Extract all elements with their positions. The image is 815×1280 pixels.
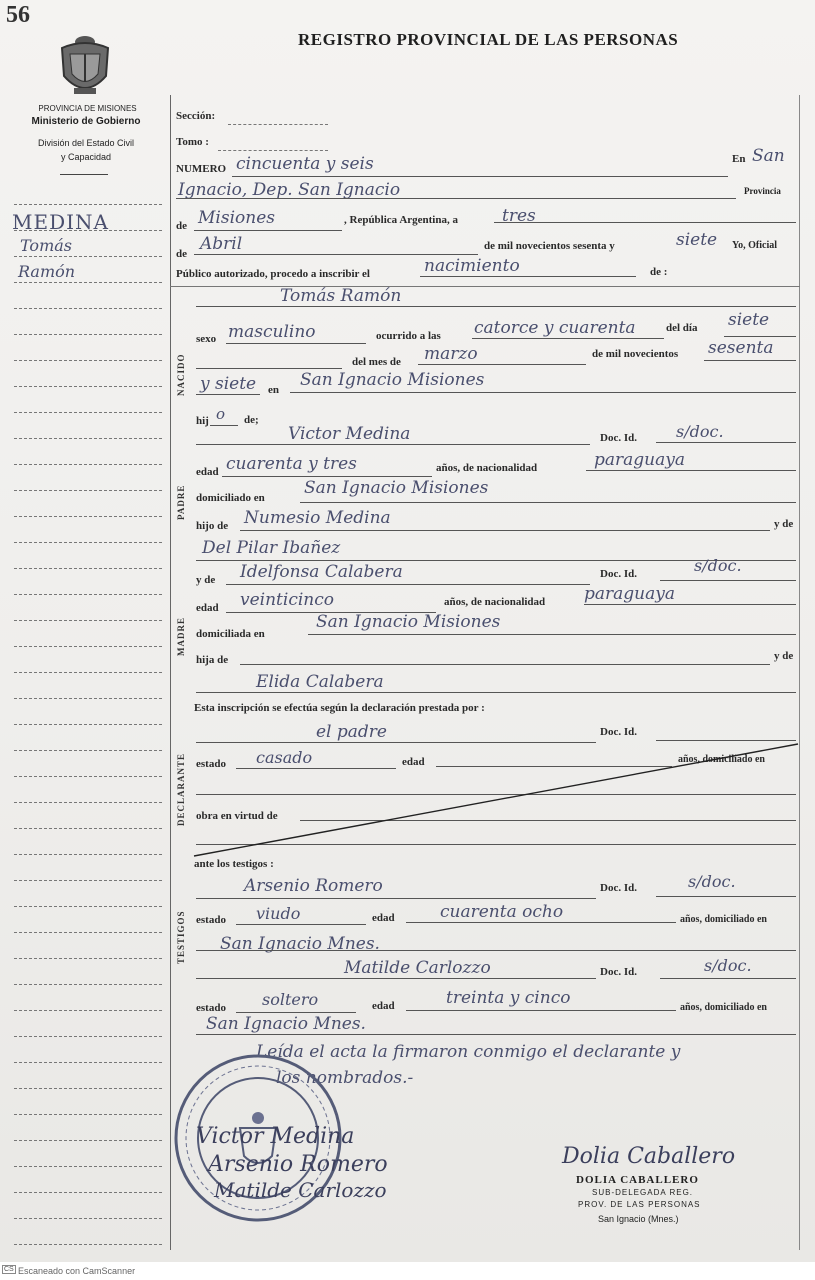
authority-line-3: División del Estado Civil — [37, 138, 135, 148]
provincia-label: Provincia — [744, 186, 781, 196]
signature-2: Arsenio Romero — [208, 1152, 388, 1177]
signature-3: Matilde Carlozzo — [214, 1178, 387, 1202]
tomo-label: Tomo : — [176, 136, 209, 148]
declarante-estado-label: estado — [196, 758, 226, 770]
de2-label: de : — [650, 266, 668, 278]
declarante-strike-line — [190, 740, 802, 860]
padre-nacionalidad-value: paraguaya — [594, 450, 685, 470]
year-value: siete — [676, 230, 718, 250]
margin-rule — [14, 1166, 162, 1167]
testigo1-anios-label: años, domiciliado en — [680, 914, 767, 925]
testigo2-estado-value: soltero — [262, 990, 319, 1009]
margin-rule — [14, 230, 162, 231]
official-signature: Dolia Caballero — [562, 1144, 736, 1169]
margin-rule — [14, 412, 162, 413]
margin-rule — [14, 490, 162, 491]
official-title-2: PROV. DE LAS PERSONAS — [578, 1200, 701, 1209]
margin-rule — [14, 724, 162, 725]
padre-y-de-label: y de — [774, 518, 794, 530]
lugar-value: San Ignacio Misiones — [300, 370, 485, 390]
testigo2-domicilio-value: San Ignacio Mnes. — [206, 1014, 366, 1034]
margin-rule — [14, 1244, 162, 1245]
margin-rule — [14, 1140, 162, 1141]
margin-rule — [14, 568, 162, 569]
margin-rule — [14, 932, 162, 933]
margin-rule — [14, 334, 162, 335]
declarante-estado-value: casado — [256, 748, 313, 767]
publico-label: Público autorizado, procedo a inscribir el — [176, 268, 370, 280]
de-label-2: de — [176, 248, 187, 260]
yo-label: Yo, Oficial — [732, 240, 777, 251]
declarante-doc-label: Doc. Id. — [600, 726, 637, 738]
margin-rule — [14, 308, 162, 309]
nacido-de-label: de; — [244, 414, 259, 426]
declarante-section-label: DECLARANTE — [176, 752, 186, 826]
margin-rule — [14, 386, 162, 387]
padre-hijo-value: Numesio Medina — [244, 508, 391, 528]
margin-rule — [14, 620, 162, 621]
testigo2-name: Matilde Carlozzo — [344, 958, 491, 978]
madre-doc-value: s/doc. — [694, 556, 742, 575]
margin-rule — [14, 282, 162, 283]
margin-rule — [14, 1036, 162, 1037]
padre-edad-value: cuarenta y tres — [226, 454, 357, 474]
official-title-1: SUB-DELEGADA REG. — [592, 1188, 694, 1197]
nacido-name-value: Tomás Ramón — [280, 286, 402, 306]
closing-line-1: Leída el acta la firmaron conmigo el declarante y — [256, 1042, 681, 1062]
declarante-name-value: el padre — [316, 722, 387, 742]
declarante-edad-label: edad — [402, 756, 425, 768]
madre-edad-label: edad — [196, 602, 219, 614]
official-place: San Ignacio (Mnes.) — [598, 1214, 679, 1224]
margin-surname: MEDINA — [12, 210, 109, 234]
testigo2-doc-value: s/doc. — [704, 956, 752, 975]
margin-rule — [14, 1062, 162, 1063]
padre-hijo-label: hijo de — [196, 520, 229, 532]
madre-hija-label: hija de — [196, 654, 229, 666]
padre-name-value: Victor Medina — [288, 424, 411, 444]
nacido-en-label: en — [268, 384, 279, 396]
closing-line-2: los nombrados.- — [276, 1068, 414, 1088]
margin-rule — [14, 1114, 162, 1115]
padre-section-label: PADRE — [176, 484, 186, 520]
testigo1-domicilio-value: San Ignacio Mnes. — [220, 934, 380, 954]
dia-value: siete — [728, 310, 770, 330]
scanner-footer — [0, 1262, 815, 1280]
declarante-anios-label: años, domiciliado en — [678, 754, 765, 765]
hora-value: catorce y cuarenta — [474, 318, 636, 338]
margin-rule — [14, 906, 162, 907]
margin-rule — [14, 1192, 162, 1193]
testigo1-name: Arsenio Romero — [244, 876, 383, 896]
signature-1: Victor Medina — [196, 1124, 355, 1149]
testigo1-doc-label: Doc. Id. — [600, 882, 637, 894]
camscanner-icon: CS — [4, 1266, 14, 1273]
margin-rule — [14, 776, 162, 777]
madre-section-label: MADRE — [176, 617, 186, 656]
authority-line-2: Ministerio de Gobierno — [31, 116, 141, 127]
padre-anios-label: años, de nacionalidad — [436, 462, 538, 474]
madre-name-value: Idelfonsa Calabera — [240, 562, 403, 582]
testigos-intro-label: ante los testigos : — [194, 858, 274, 870]
authority-line-1: PROVINCIA DE MISIONES — [38, 104, 137, 113]
margin-rule — [14, 828, 162, 829]
margin-given-name-2: Ramón — [18, 262, 76, 281]
madre-y-de2-label: y de — [774, 650, 794, 662]
margin-rule — [14, 542, 162, 543]
margin-rule — [14, 698, 162, 699]
madre-nacionalidad-value: paraguaya — [584, 584, 675, 604]
testigo2-edad-value: treinta y cinco — [446, 988, 571, 1008]
margin-rule — [14, 1218, 162, 1219]
margin-rule — [14, 958, 162, 959]
seccion-label: Sección: — [176, 110, 216, 122]
scanner-text: Escaneado con CamScanner — [18, 1266, 136, 1276]
madre-madre-value: Elida Calabera — [256, 672, 384, 692]
margin-rule — [14, 854, 162, 855]
testigo2-doc-label: Doc. Id. — [600, 966, 637, 978]
page-number: 56 — [6, 2, 30, 28]
margin-rule — [14, 464, 162, 465]
margin-rule — [14, 256, 162, 257]
anio-value-a: sesenta — [708, 338, 774, 358]
hij-value: o — [216, 405, 226, 423]
margin-rule — [14, 360, 162, 361]
mes-label: del mes de — [352, 356, 401, 368]
obra-label: obra en virtud de — [196, 810, 278, 822]
place-value-b: Ignacio, Dep. San Ignacio — [178, 180, 401, 200]
madre-domicilio-label: domiciliada en — [196, 628, 265, 640]
margin-rule — [14, 594, 162, 595]
madre-domicilio-value: San Ignacio Misiones — [316, 612, 501, 632]
margin-given-name-1: Tomás — [20, 236, 72, 255]
place-value-a: San — [752, 146, 785, 166]
testigo1-edad-label: edad — [372, 912, 395, 924]
authority-line-4: y Capacidad — [60, 152, 112, 162]
testigo1-edad-value: cuarenta ocho — [440, 902, 564, 922]
testigos-section-label: TESTIGOS — [176, 910, 186, 964]
margin-rule — [14, 880, 162, 881]
testigo1-estado-value: viudo — [256, 904, 301, 923]
testigo1-estado-label: estado — [196, 914, 226, 926]
padre-domicilio-label: domiciliado en — [196, 492, 265, 504]
de-label: de — [176, 220, 187, 232]
sexo-label: sexo — [196, 333, 217, 345]
mes-value: marzo — [424, 344, 478, 364]
margin-rule — [14, 516, 162, 517]
day-value: tres — [502, 206, 536, 226]
margin-rule — [14, 672, 162, 673]
month-value: Abril — [200, 234, 243, 254]
margin-rule — [14, 1010, 162, 1011]
madre-anios-label: años, de nacionalidad — [444, 596, 546, 608]
coat-of-arms-icon — [54, 34, 116, 100]
padre-edad-label: edad — [196, 466, 219, 478]
padre-doc-label: Doc. Id. — [600, 432, 637, 444]
hij-label: hij — [196, 415, 209, 427]
declarante-intro-label: Esta inscripción se efectúa según la declaración prestada por : — [194, 702, 485, 714]
en-label: En — [732, 153, 746, 165]
testigo2-anios-label: años, domiciliado en — [680, 1002, 767, 1013]
ocurrido-label: ocurrido a las — [376, 330, 441, 342]
official-name: DOLIA CABALLERO — [576, 1174, 699, 1186]
mil-novecientos-label: de mil novecientos — [592, 348, 679, 360]
padre-doc-value: s/doc. — [676, 422, 724, 441]
provincia-value: Misiones — [198, 208, 275, 228]
numero-label: NUMERO — [176, 163, 227, 175]
sexo-value: masculino — [228, 322, 316, 342]
republica-label: , República Argentina, a — [344, 214, 458, 226]
padre-madre-value: Del Pilar Ibañez — [202, 538, 341, 558]
madre-edad-value: veinticinco — [240, 590, 334, 610]
margin-rule — [14, 204, 162, 205]
padre-domicilio-value: San Ignacio Misiones — [304, 478, 489, 498]
margin-rule — [14, 438, 162, 439]
testigo2-edad-label: edad — [372, 1000, 395, 1012]
madre-doc-label: Doc. Id. — [600, 568, 637, 580]
document-title: REGISTRO PROVINCIAL DE LAS PERSONAS — [298, 30, 679, 49]
acto-value: nacimiento — [424, 256, 520, 276]
mil-label: de mil novecientos sesenta y — [484, 240, 615, 252]
margin-rule — [14, 984, 162, 985]
margin-rule — [14, 1088, 162, 1089]
margin-rule — [14, 750, 162, 751]
madre-y-de-label: y de — [196, 574, 216, 586]
margin-rule — [14, 802, 162, 803]
nacido-section-label: NACIDO — [176, 353, 186, 396]
del-dia-label: del día — [666, 322, 698, 334]
margin-rule — [14, 646, 162, 647]
testigo2-estado-label: estado — [196, 1002, 226, 1014]
anio-value-b: y siete — [200, 374, 257, 394]
testigo1-doc-value: s/doc. — [688, 872, 736, 891]
numero-value: cincuenta y seis — [236, 154, 374, 174]
